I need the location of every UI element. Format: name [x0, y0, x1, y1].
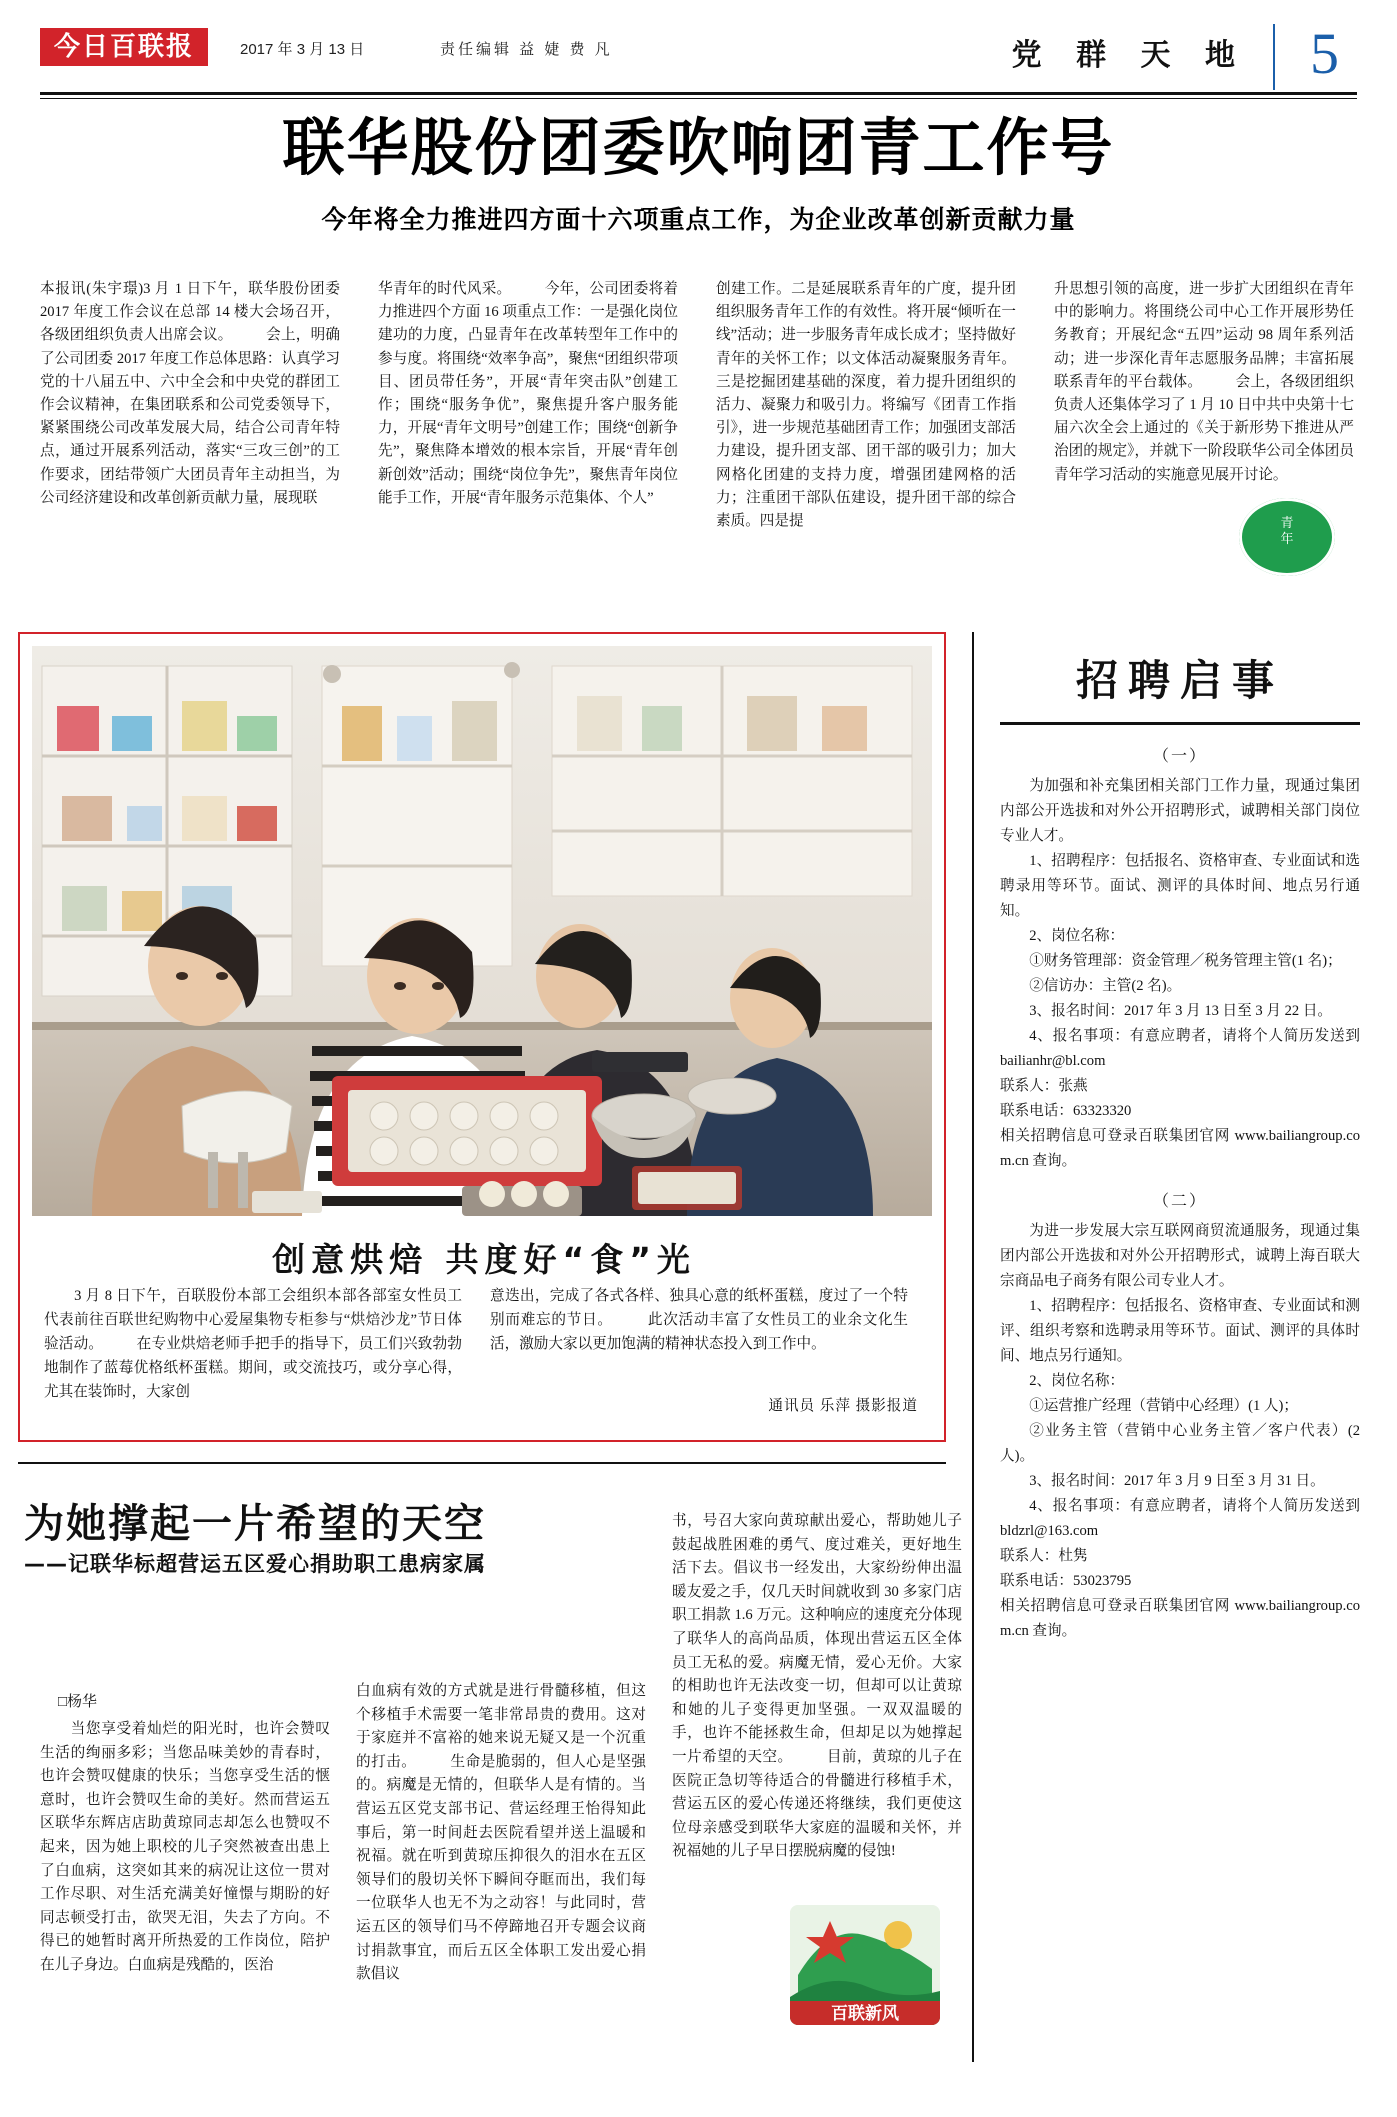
lead-article — [40, 278, 1357, 608]
lead-subheadline: 今年将全力推进四方面十六项重点工作，为企业改革创新贡献力量 — [321, 205, 1076, 234]
r2-website: 相关招聘信息可登录百联集团官网 www.bailiangroup.com.cn 查询。 — [1000, 1598, 1360, 1639]
recruitment-section-1-label: （一） — [1152, 748, 1207, 765]
r1-p4: ①财务管理部：资金管理／税务管理主管(1 名)； — [1029, 953, 1342, 969]
masthead-rule — [40, 92, 1357, 95]
r1-p1: 为加强和补充集团相关部门工作力量，现通过集团内部公开选拔和对外公开招聘形式，诚聘相关部门岗位专业人才。 — [1000, 778, 1360, 844]
recruitment-rule — [1000, 722, 1360, 725]
feature-photo — [32, 646, 932, 1216]
r1-p3: 2、岗位名称： — [1029, 928, 1125, 944]
lead-column-3 — [716, 278, 1016, 533]
r1-contact-name: 联系人：张燕 — [1000, 1078, 1088, 1094]
lead-headline: 联华股份团委吹响团青工作号 — [282, 111, 1115, 184]
lead-text-4: 升思想引领的高度，进一步扩大团组织在青年中的影响力。将围绕公司中心工作开展形势任务教育；开展纪念“五四”运动 98 周年系列活动；进一步深化青年志愿服务品牌；丰富拓展联系青年的平台载体。 会上，各级团组织负责人还集体学习了 1 月 10 日中共中央第十七届六次全会上通过的《关于新形势下推进从严治团的规定》，并就下一阶段联华公司全体团员青年学习活动的实施意见展开讨论。 — [1054, 281, 1354, 483]
lead-column-1 — [40, 278, 340, 510]
recruitment-title: 招聘启事 — [1075, 656, 1284, 705]
masthead-rule-thin — [40, 98, 1357, 99]
horizontal-divider — [18, 1462, 946, 1464]
badge-char-1: 青 — [1280, 516, 1294, 531]
lead-text-1: 本报讯(朱宇璟)3 月 1 日下午，联华股份团委 2017 年度工作会议在总部 14 楼大会场召开，各级团组织负责人出席会议。 会上，明确了公司团委 2017 年度工作总体思路：认真学习党的十八届五中、六中全会和中央党的群团工作会议精神，在集团联系和公司党委领导下，紧紧围绕公司改革发展大局，结合公司青年特点，通过开展系列活动，落实“三攻三创”的工作要求，团结带领广大团员青年主动担当，为公司经济建设和改革创新贡献力量，展现联 — [40, 281, 340, 506]
r2-p2: 1、招聘程序：包括报名、资格审查、专业面试和测评、组织考察和选聘录用等环节。面试、测评的具体时间、地点另行通知。 — [1000, 1298, 1360, 1364]
recruitment-notice — [1000, 648, 1360, 1644]
editor-credit: 责任编辑 益 婕 费 凡 — [440, 41, 613, 58]
r2-contact-phone: 联系电话：53023795 — [1000, 1573, 1132, 1589]
feature-column-2: 意迭出，完成了各式各样、独具心意的纸杯蛋糕，度过了一个特别而难忘的节日。 此次活动丰富了女性员工的业余文化生活，激励大家以更加饱满的精神状态投入到工作中。 — [490, 1288, 908, 1352]
stamp-graphic — [790, 1905, 940, 2025]
article2-author: □杨华 — [58, 1694, 98, 1710]
r1-contact-phone: 联系电话：63323320 — [1000, 1103, 1132, 1119]
article2-column-3: 书，号召大家向黄琼献出爱心，帮助她儿子鼓起战胜困难的勇气、度过难关，更好地生活下去。倡议书一经发出，大家纷纷伸出温暖友爱之手，仅几天时间就收到 30 多家门店职工捐款 1.6 万元。这种响应的速度充分体现了联华人的高尚品质，体现出营运五区全体员工无私的爱。病魔无情，爱心无价。大家的相助也许无法改变一切，但却可以让黄琼和她的儿子变得更加坚强。一双双温暖的手，也许不能拯救生命，但却足以为她撑起一片希望的天空。 目前，黄琼的儿子在医院正急切等待适合的骨髓进行移植手术，营运五区的爱心传递还将继续，我们更使这位母亲感受到联华大家庭的温暖和关怀，并祝福她的儿子早日摆脱病魔的侵蚀! — [672, 1513, 962, 1860]
r2-p3: 2、岗位名称： — [1029, 1373, 1125, 1389]
badge-char-2: 年 — [1280, 532, 1294, 547]
feature-title: 创意烘焙 共度好“食”光 — [272, 1240, 696, 1279]
masthead — [40, 21, 1357, 90]
publication-date: 2017 年 3 月 13 日 — [240, 41, 365, 58]
r1-p6: 3、报名时间：2017 年 3 月 13 日至 3 月 22 日。 — [1029, 1003, 1333, 1019]
feature-column-1: 3 月 8 日下午，百联股份本部工会组织本部各部室女性员工代表前往百联世纪购物中心爱屋集物专柜参与“烘焙沙龙”节日体验活动。 在专业烘焙老师手把手的指导下，员工们兴致勃勃地制作了蓝莓优格纸杯蛋糕。期间，或交流技巧，或分享心得，尤其在装饰时，大家创 — [44, 1288, 462, 1400]
r1-p5: ②信访办：主管(2 名)。 — [1029, 978, 1182, 994]
r1-website: 相关招聘信息可登录百联集团官网 www.bailiangroup.com.cn 查询。 — [1000, 1128, 1360, 1169]
page-number: 5 — [1310, 21, 1339, 86]
article2-column-2: 白血病有效的方式就是进行骨髓移植，但这个移植手术需要一笔非常昂贵的费用。这对于家庭并不富裕的她来说无疑又是一个沉重的打击。 生命是脆弱的，但人心是坚强的。病魔是无情的，但联华人是有情的。当营运五区党支部书记、营运经理王怡得知此事后，第一时间赶去医院看望并送上温暖和祝福。就在听到黄琼压抑很久的泪水在五区领导们的殷切关怀下瞬间夺眶而出，我们每一位联华人也无不为之动容！与此同时，营运五区的领导们马不停蹄地召开专题会议商讨捐款事宜，而后五区全体职工发出爱心捐款倡议 — [356, 1683, 646, 1983]
svg-text:百联新风: 百联新风 — [831, 2004, 899, 2024]
newspaper-logo: 今日百联报 — [40, 28, 208, 66]
r2-p7: 4、报名事项：有意应聘者，请将个人简历发送到 bldzrl@163.com — [1000, 1498, 1360, 1539]
r2-p5: ②业务主管（营销中心业务主管／客户代表）(2 人)。 — [1000, 1423, 1360, 1464]
lead-column-2 — [378, 278, 678, 510]
youth-friend-badge — [1239, 498, 1335, 576]
article2-subtitle: ——记联华标超营运五区爱心捐助职工患病家属 — [24, 1552, 486, 1576]
r1-p2: 1、招聘程序：包括报名、资格审查、专业面试和选聘录用等环节。面试、测评的具体时间、地点另行通知。 — [1000, 853, 1360, 919]
feature-credit: 通讯员 乐萍 摄影报道 — [768, 1398, 918, 1414]
section-title: 党 群 天 地 — [1011, 38, 1247, 73]
lead-text-2: 华青年的时代风采。 今年，公司团委将着力推进四个方面 16 项重点工作：一是强化岗位建功的力度，凸显青年在改革转型年工作中的参与度。将围绕“效率争高”，聚焦“团组织带项目、团员带任务”，开展“青年突击队”创建工作；围绕“服务争优”，聚焦提升客户服务能力，开展“青年文明号”创建工作；围绕“创新争先”，聚焦降本增效的根本宗旨，开展“青年创新创效”活动；围绕“岗位争先”，聚焦青年岗位能手工作，开展“青年服务示范集体、个人” — [378, 281, 678, 506]
r2-p6: 3、报名时间：2017 年 3 月 9 日至 3 月 31 日。 — [1029, 1473, 1325, 1489]
r2-p1: 为进一步发展大宗互联网商贸流通服务，现通过集团内部公开选拔和对外公开招聘形式，诚聘上海百联大宗商品电子商务有限公司专业人才。 — [1000, 1223, 1360, 1289]
baking-salon-photo — [32, 646, 932, 1216]
feature-box — [18, 632, 946, 1442]
article2-title: 为她撑起一片希望的天空 — [24, 1501, 486, 1547]
r2-contact-name: 联系人：杜隽 — [1000, 1548, 1088, 1564]
lead-text-3: 创建工作。二是延展联系青年的广度，提升团组织服务青年工作的有效性。将开展“倾听在一线”活动；进一步服务青年成长成才；坚持做好青年的关怀工作；以文体活动凝聚服务青年。三是挖掘团建基础的深度，着力提升团组织的活力、凝聚力和吸引力。将编写《团青工作指引》，进一步规范基础团青工作；加强团支部活力建设，提升团支部、团干部的吸引力；加大网格化团建的支持力度，增强团建网格的活力；注重团干部队伍建设，提升团干部的综合素质。四是提 — [716, 281, 1016, 530]
vertical-divider — [972, 632, 974, 2062]
r2-p4: ①运营推广经理（营销中心经理）(1 人)； — [1029, 1398, 1298, 1414]
recruitment-section-2-label: （二） — [1152, 1193, 1207, 1210]
bailian-xinfeng-stamp — [790, 1905, 940, 2025]
r1-p7: 4、报名事项：有意应聘者，请将个人简历发送到 bailianhr@bl.com — [1000, 1028, 1360, 1069]
lead-column-4 — [1054, 278, 1354, 487]
article2-column-1: 当您享受着灿烂的阳光时，也许会赞叹生活的绚丽多彩；当您品味美妙的青春时，也许会赞叹健康的快乐；当您享受生活的惬意时，也许会赞叹生命的美好。然而营运五区联华东辉店店助黄琼同志却怎么也赞叹不起来，因为她上职校的儿子突然被查出患上了白血病，这突如其来的病况让这位一贯对工作尽职、对生活充满美好憧憬与期盼的好同志顿受打击，欲哭无泪，失去了方向。不得已的她暂时离开所热爱的工作岗位，陪护在儿子身边。白血病是残酷的，医治 — [40, 1721, 330, 1973]
masthead-divider — [1273, 24, 1275, 90]
